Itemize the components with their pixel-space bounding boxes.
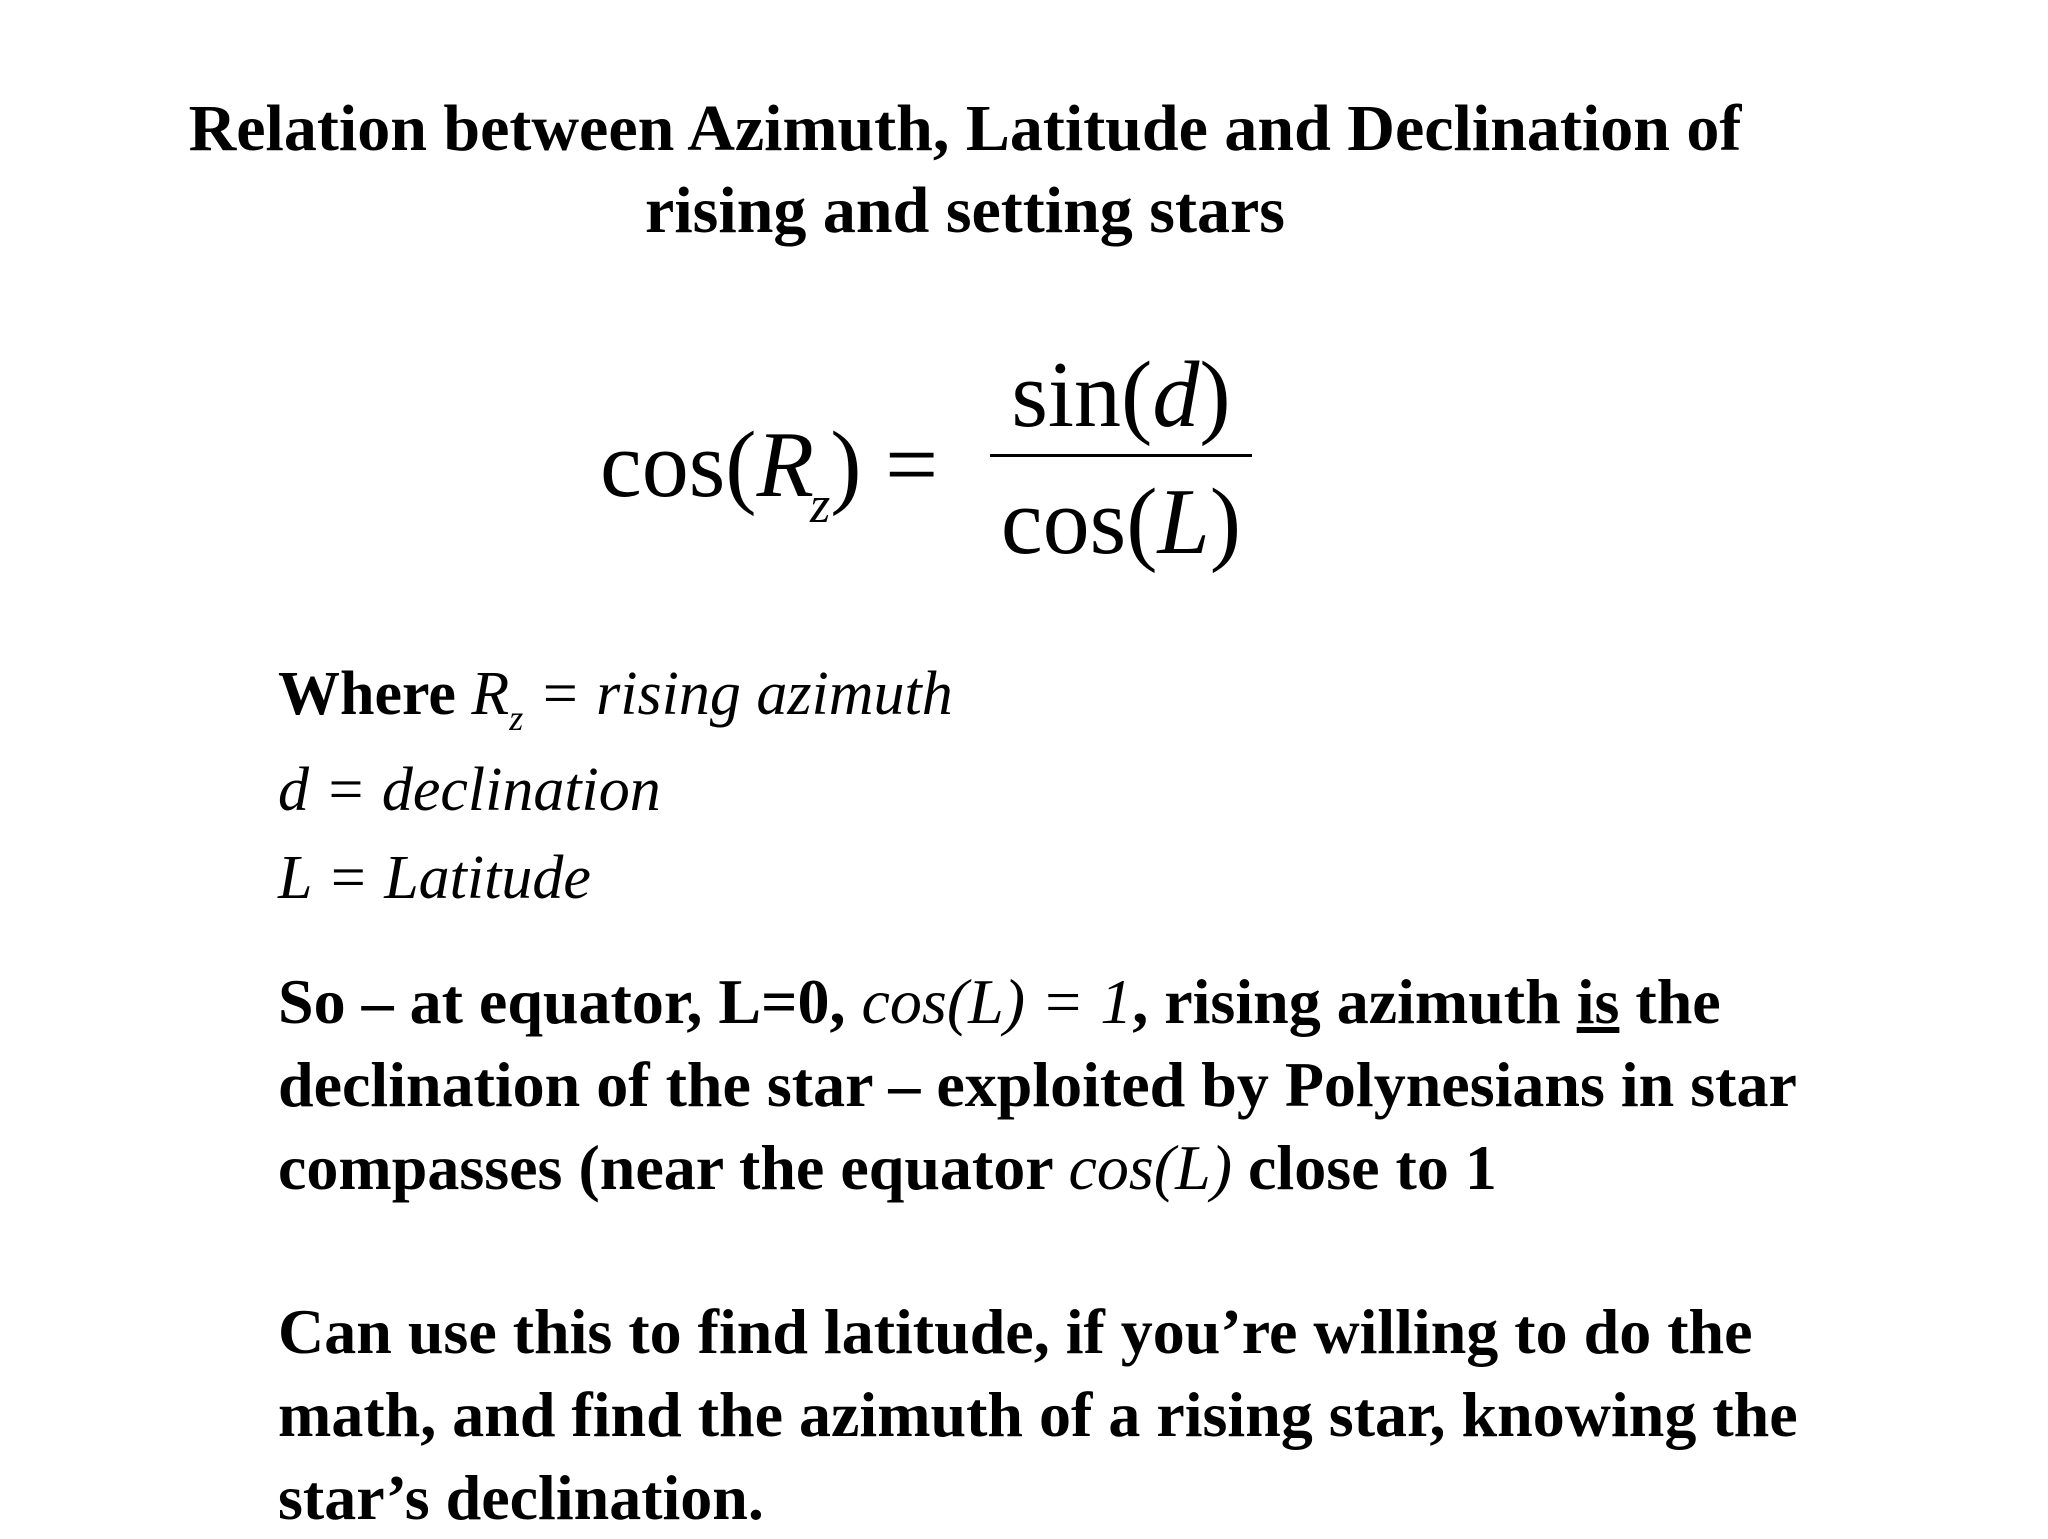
- formula-equals: =: [885, 413, 939, 517]
- formula-den-close: ): [1209, 470, 1242, 574]
- formula-fraction: [990, 340, 1252, 577]
- formula-lhs-close: ): [830, 413, 862, 517]
- definition-l: L = Latitude: [278, 844, 591, 912]
- para1-italic1: cos(L) = 1: [861, 966, 1133, 1037]
- formula-denominator: [990, 467, 1252, 577]
- formula-num-close: ): [1199, 343, 1231, 447]
- para1-underlined: is: [1576, 966, 1620, 1037]
- formula-den-var: L: [1157, 470, 1210, 574]
- azimuth-formula: [590, 340, 1290, 590]
- equator-paragraph: [278, 960, 1918, 1209]
- formula-lhs: [600, 410, 938, 535]
- rz-definition: = rising azimuth: [523, 660, 953, 728]
- variable-definitions: [278, 650, 953, 922]
- para1-part3: the declination of the star – exploited by Polynesians in star compasses (near the equator: [278, 966, 1796, 1203]
- rz-var: R: [471, 660, 510, 728]
- para1-part2: , rising azimuth: [1132, 966, 1577, 1037]
- definition-d: d = declination: [278, 756, 661, 824]
- title-line-2: rising and setting stars: [645, 174, 1285, 247]
- fraction-bar: [990, 454, 1252, 457]
- formula-num-var: d: [1152, 343, 1200, 447]
- formula-lhs-sub: z: [810, 477, 831, 534]
- formula-lhs-cos: cos(: [600, 413, 757, 517]
- slide-title: [140, 88, 1790, 252]
- where-label: Where: [278, 660, 456, 728]
- definition-rz: [278, 650, 953, 746]
- para1-part4: close to 1: [1232, 1132, 1497, 1203]
- para1-part1: So – at equator, L=0,: [278, 966, 862, 1037]
- rz-sub: z: [509, 698, 524, 738]
- formula-numerator: [990, 340, 1252, 450]
- formula-num-sin: sin(: [1011, 343, 1153, 447]
- formula-lhs-var: R: [756, 413, 815, 517]
- title-line-1: Relation between Azimuth, Latitude and Declination of: [188, 92, 1742, 165]
- para1-italic2: cos(L): [1068, 1132, 1232, 1203]
- latitude-paragraph: Can use this to find latitude, if you’re willing to do the math, and find the azimuth of a rising star, knowing the star’s declination.: [278, 1296, 1798, 1533]
- formula-den-cos: cos(: [1000, 470, 1158, 574]
